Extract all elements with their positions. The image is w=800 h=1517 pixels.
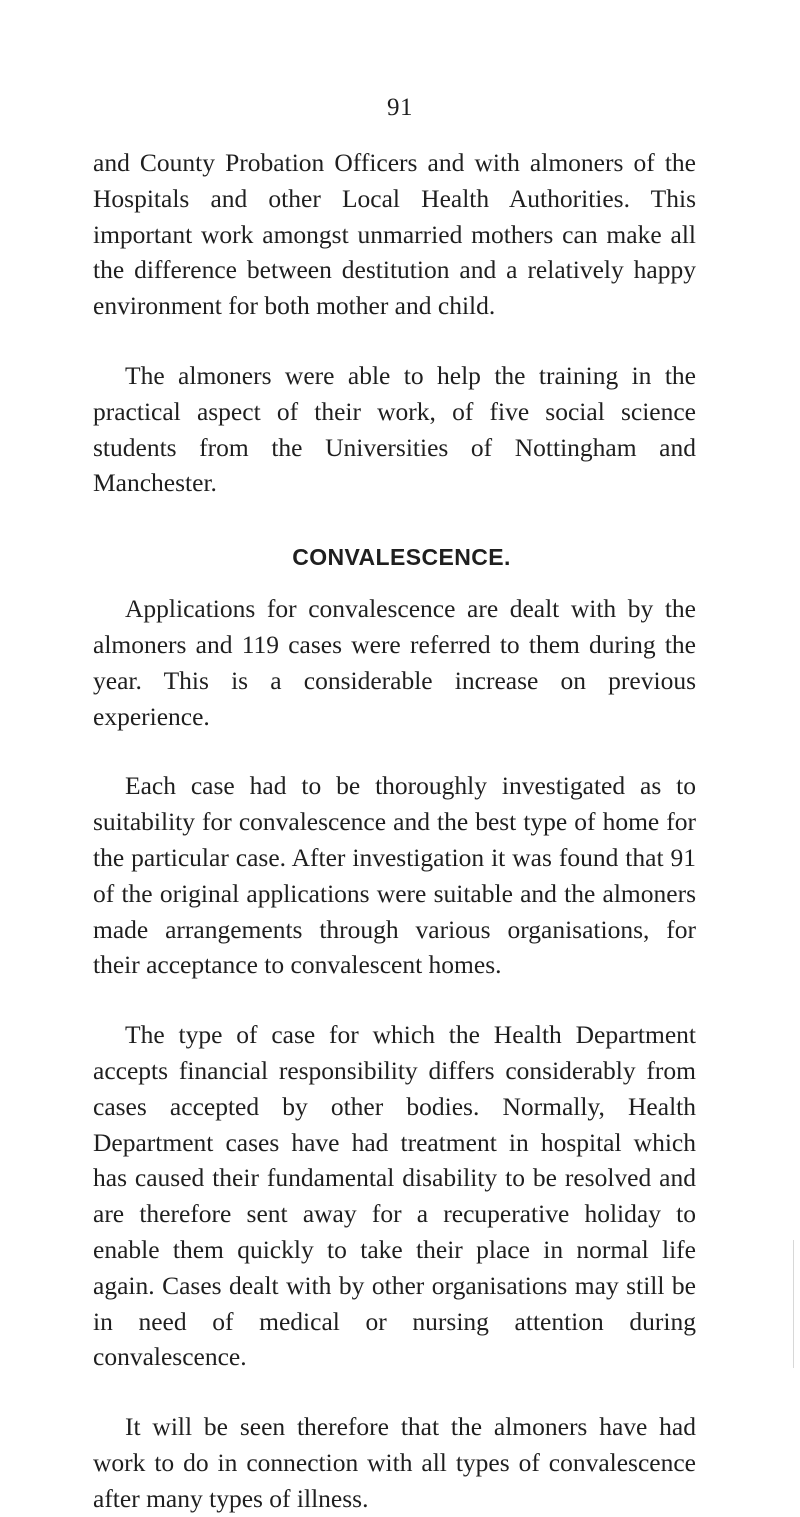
paragraph-investigation: Each case had to be thoroughly investigated as to suitability for convalescence and the best type of home for the particular case. After investigation it was found that 91 of the original applications were suitable and the almoners made arrangements through various organisations, for their acceptance to convalescent homes. bbox=[93, 771, 696, 980]
paragraph-conclusion: It will be seen therefore that the almoners have had work to do in connection with all types of convalescence after many types of illness. bbox=[93, 1412, 696, 1513]
paragraph-applications: Applications for convalescence are dealt with by the almoners and 119 cases were referred to them during the year. This is a considerable increase on previous experience. bbox=[93, 594, 696, 731]
scan-edge-line bbox=[793, 1240, 794, 1368]
paragraph-student-training: The almoners were able to help the training in the practical aspect of their work, of five social science students from the Universities of Nottingham and Manchester. bbox=[93, 360, 696, 498]
paragraph-financial-responsibility: The type of case for which the Health Department accepts financial responsibility differs considerably from cases accepted by other bodies. Normally, Health Department cases have had treatment in hospital which has caused their fundamental disability to be resolved and are therefore sent away for a recuperative holiday to enable them quickly to take their place in normal life again. Cases dealt with by other organisations may still be in need of medical or nursing attention during convalescence. bbox=[93, 1020, 696, 1372]
page-number: 91 bbox=[387, 94, 413, 121]
page-body bbox=[93, 145, 696, 1517]
paragraph-probation-officers: and County Probation Officers and with almoners of the Hospitals and other Local Health Authorities. This important work amongst unmarried mothers can make all the difference between destitution and a relatively happy environment for both mother and child. bbox=[93, 148, 696, 321]
section-heading-convalescence: CONVALESCENCE. bbox=[292, 544, 511, 571]
